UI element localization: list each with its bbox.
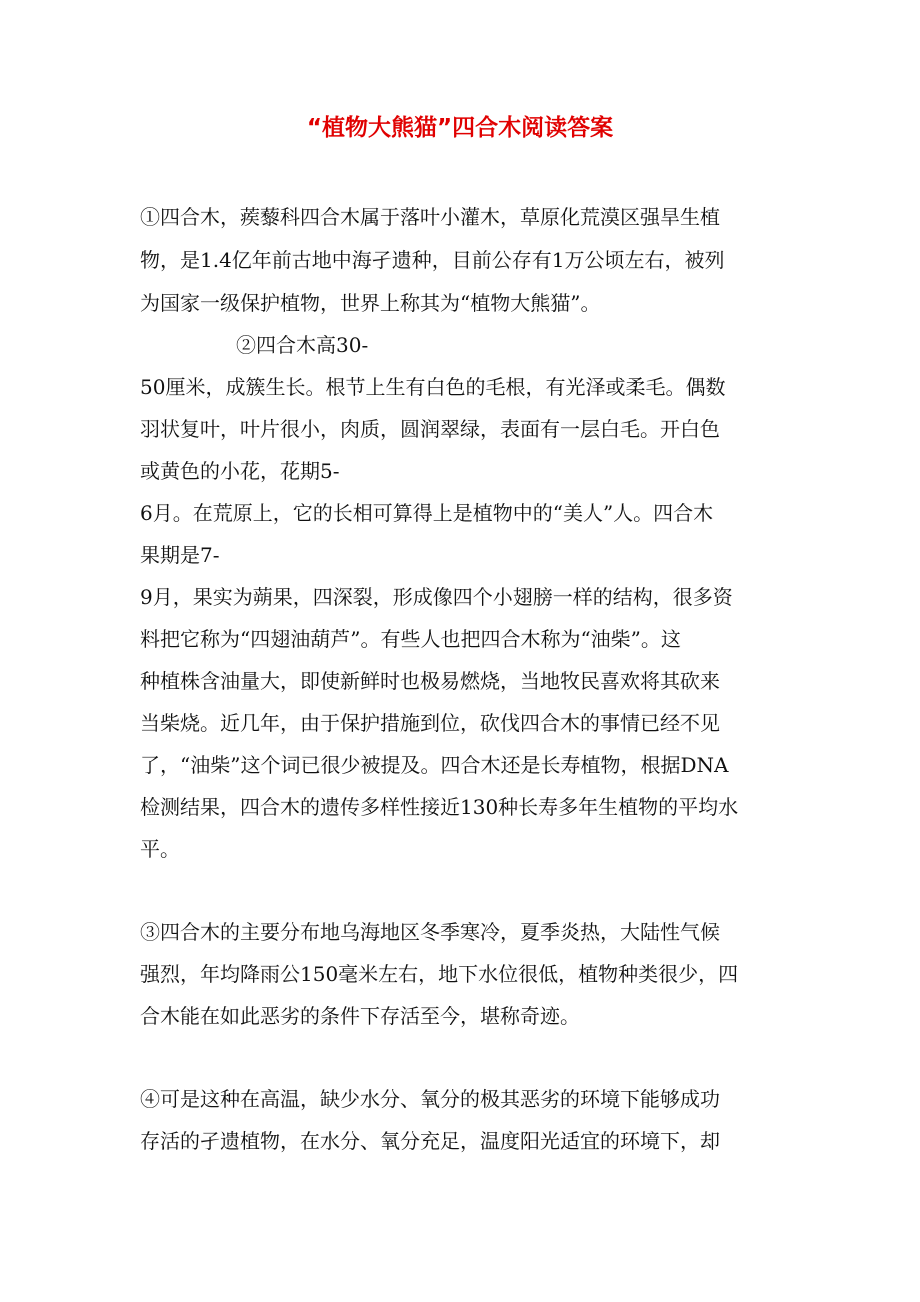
paragraph-4-line-1: ④可是这种在高温，缺少水分、氧分的极其恶劣的环境下能够成功: [140, 1087, 720, 1111]
paragraph-2-line-10: 当柴烧。近几年，由于保护措施到位，砍伐四合木的事情已经不见: [140, 711, 720, 735]
paragraph-2-line-6: 果期是7-: [140, 543, 220, 567]
paragraph-2-line-11: 了，“油柴”这个词已很少被提及。四合木还是长寿植物，根据DNA: [140, 753, 729, 777]
paragraph-4-line-2: 存活的孑遗植物，在水分、氧分充足，温度阳光适宜的环境下，却: [140, 1129, 720, 1153]
paragraph-3-line-1: ③四合木的主要分布地乌海地区冬季寒冷，夏季炎热，大陆性气候: [140, 920, 720, 944]
paragraph-2-line-9: 种植株含油量大，即使新鲜时也极易燃烧，当地牧民喜欢将其砍来: [140, 669, 720, 693]
paragraph-1-line-1: ①四合木，蒺藜科四合木属于落叶小灌木，草原化荒漠区强旱生植: [140, 205, 720, 229]
paragraph-2-line-2: 50厘米，成簇生长。根节上生有白色的毛根，有光泽或柔毛。偶数: [140, 375, 726, 399]
paragraph-2-line-4: 或黄色的小花，花期5-: [140, 459, 340, 483]
paragraph-3-line-2: 强烈，年均降雨公150毫米左右，地下水位很低，植物种类很少，四: [140, 962, 739, 986]
paragraph-1-line-2: 物，是1.4亿年前古地中海孑遗种，目前公存有1万公顷左右，被列: [140, 248, 725, 272]
paragraph-2-line-3: 羽状复叶，叶片很小，肉质，圆润翠绿，表面有一层白毛。开白色: [140, 417, 720, 441]
paragraph-2-line-1: ②四合木高30-: [236, 333, 369, 357]
document-title: “植物大熊猫”四合木阅读答案: [306, 115, 614, 141]
paragraph-1-line-3: 为国家一级保护植物，世界上称其为“植物大熊猫”。: [140, 291, 601, 315]
paragraph-2-line-12: 检测结果，四合木的遗传多样性接近130种长寿多年生植物的平均水: [140, 795, 739, 819]
paragraph-2-line-13: 平。: [140, 837, 180, 861]
paragraph-2-line-5: 6月。在荒原上，它的长相可算得上是植物中的“美人”人。四合木: [140, 501, 714, 525]
paragraph-2-line-8: 料把它称为“四翅油葫芦”。有些人也把四合木称为“油柴”。这: [140, 627, 681, 651]
paragraph-3-line-3: 合木能在如此恶劣的条件下存活至今，堪称奇迹。: [140, 1004, 580, 1028]
paragraph-2-line-7: 9月，果实为蒴果，四深裂，形成像四个小翅膀一样的结构，很多资: [140, 585, 733, 609]
